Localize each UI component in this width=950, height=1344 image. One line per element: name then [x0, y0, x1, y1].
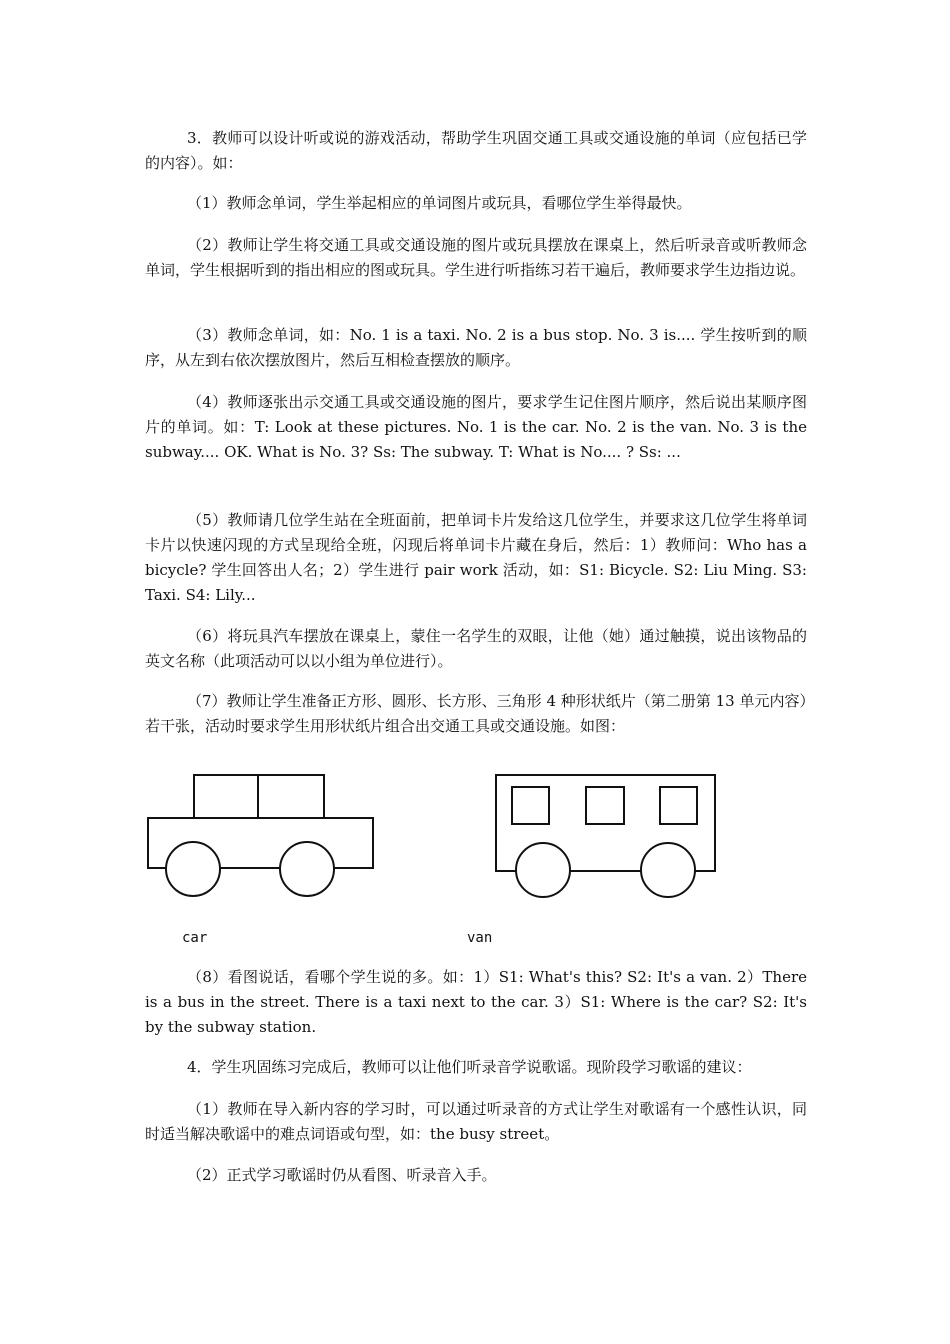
- paragraph-3-6: （6）将玩具汽车摆放在课桌上，蒙住一名学生的双眼，让他（她）通过触摸，说出该物品的英文名称（此项活动可以以小组为单位进行）。: [145, 627, 807, 670]
- car-wheel-left: [166, 842, 220, 896]
- paragraph-3-4: （4）教师逐张出示交通工具或交通设施的图片，要求学生记住图片顺序，然后说出某顺序图片的单词。如：T: Look at these pictures. No. 1 is the car. No. 2 is the van. No. 3 is the subway.... OK. What is No. 3? Ss: The subway. T: What is No.... ? Ss: ...: [145, 393, 807, 461]
- van-drawing: [496, 775, 715, 897]
- van-caption: van: [467, 930, 493, 946]
- paragraph-3-1: （1）教师念单词，学生举起相应的单词图片或玩具，看哪位学生举得最快。: [187, 194, 692, 212]
- paragraph-3-5: （5）教师请几位学生站在全班面前，把单词卡片发给这几位学生，并要求这几位学生将单词卡片以快速闪现的方式呈现给全班，闪现后将单词卡片藏在身后，然后：1）教师问：Who has a bicycle? 学生回答出人名；2）学生进行 pair work 活动，如：S1: Bicycle. S2: Liu Ming. S3: Taxi. S4: Lily...: [145, 511, 807, 604]
- van-window-1: [512, 787, 549, 824]
- car-caption: car: [182, 930, 208, 946]
- car-wheel-right: [280, 842, 334, 896]
- paragraph-3-3: （3）教师念单词，如：No. 1 is a taxi. No. 2 is a bus stop. No. 3 is.... 学生按听到的顺序，从左到右依次摆放图片，然后互相检查摆放的顺序。: [145, 326, 807, 369]
- van-wheel-right: [641, 843, 695, 897]
- paragraph-3-7: （7）教师让学生准备正方形、圆形、长方形、三角形 4 种形状纸片（第二册第 13 单元内容）若干张，活动时要求学生用形状纸片组合出交通工具或交通设施。如图：: [145, 692, 807, 735]
- paragraph-4-2: （2）正式学习歌谣时仍从看图、听录音入手。: [187, 1166, 497, 1184]
- car-drawing: [148, 775, 373, 896]
- paragraph-3: 3．教师可以设计听或说的游戏活动，帮助学生巩固交通工具或交通设施的单词（应包括已学的内容）。如：: [145, 129, 807, 172]
- paragraph-4-1: （1）教师在导入新内容的学习时，可以通过听录音的方式让学生对歌谣有一个感性认识，同时适当解决歌谣中的难点词语或句型，如：the busy street。: [145, 1100, 807, 1143]
- van-wheel-left: [516, 843, 570, 897]
- paragraph-3-2: （2）教师让学生将交通工具或交通设施的图片或玩具摆放在课桌上，然后听录音或听教师念单词，学生根据听到的指出相应的图或玩具。学生进行听指练习若干遍后，教师要求学生边指边说。: [145, 236, 807, 279]
- van-window-2: [586, 787, 624, 824]
- paragraph-3-8: （8）看图说话，看哪个学生说的多。如：1）S1: What's this? S2: It's a van. 2）There is a bus in the street. There is a taxi next to the car. 3）S1: Where is the car? S2: It's by the subway station.: [145, 968, 807, 1036]
- van-window-3: [660, 787, 697, 824]
- paragraph-4: 4．学生巩固练习完成后，教师可以让他们听录音学说歌谣。现阶段学习歌谣的建议：: [187, 1058, 752, 1076]
